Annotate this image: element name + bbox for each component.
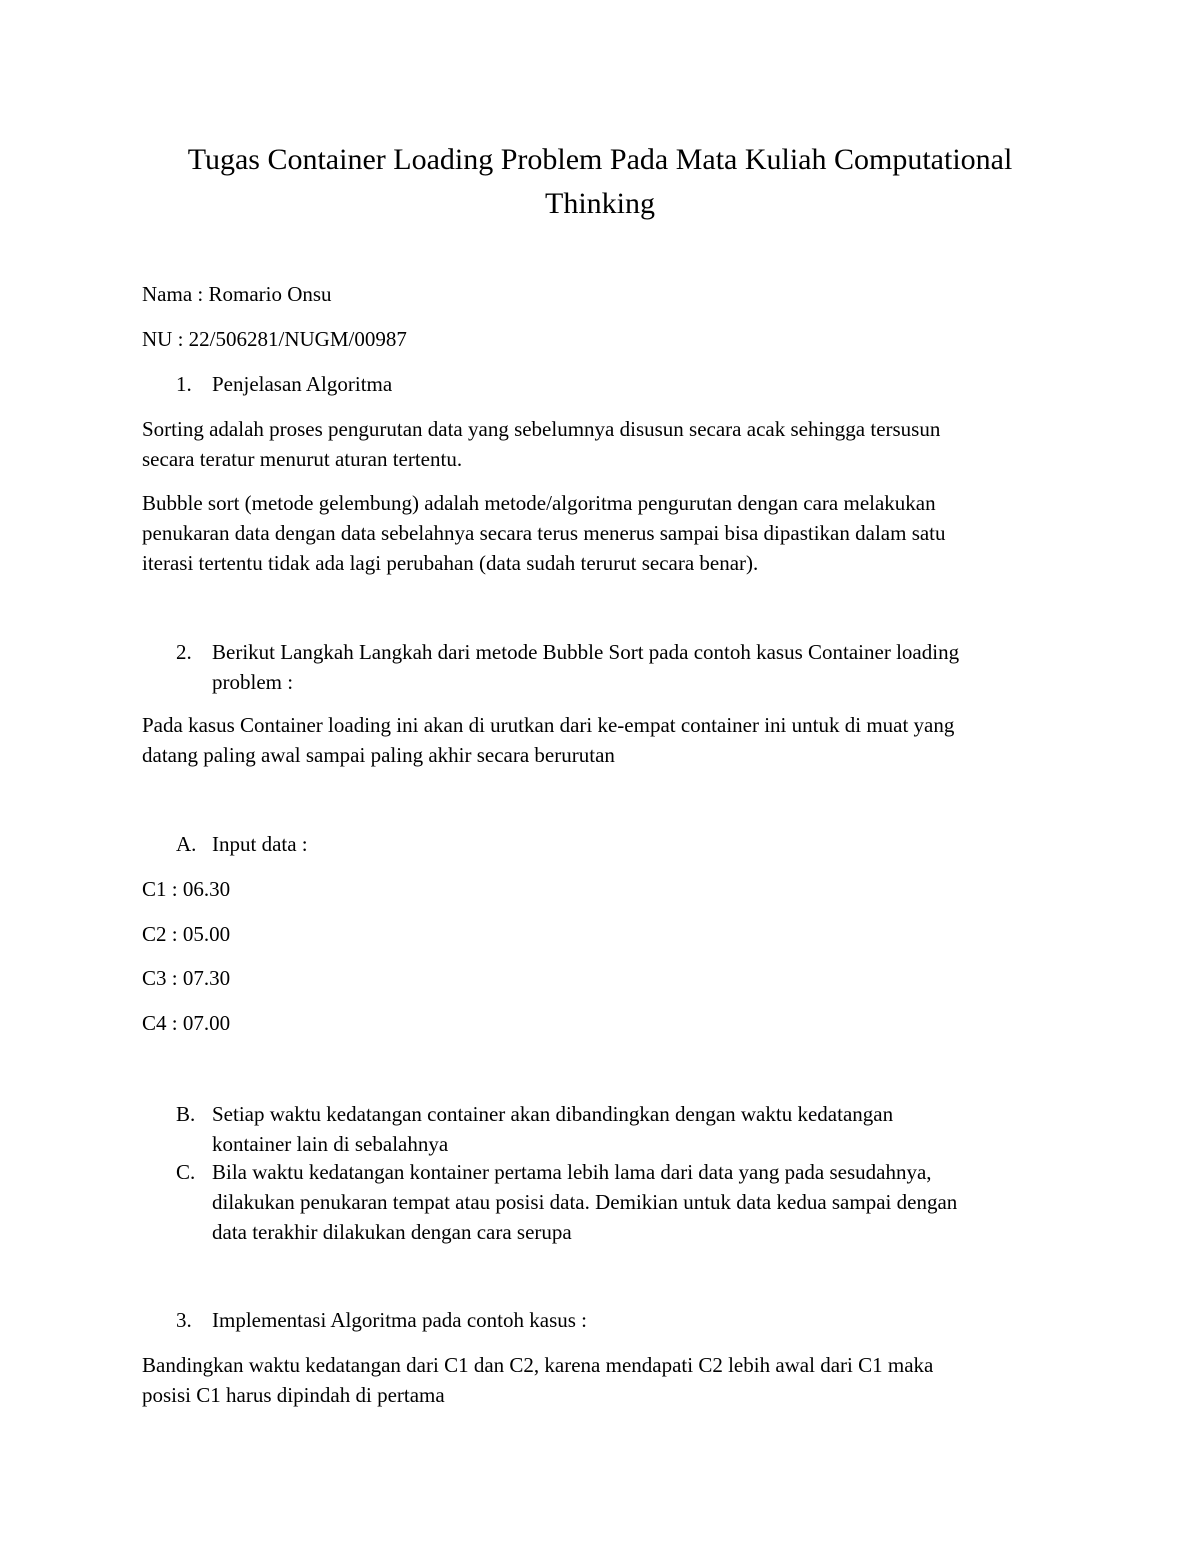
implementation-paragraph — [142, 1350, 933, 1410]
heading-line: Berikut Langkah Langkah dari metode Bubble Sort pada contoh kasus Container loading — [212, 640, 960, 664]
paragraph-line: Bandingkan waktu kedatangan dari C1 dan C2, karena mendapati C2 lebih awal dari C1 maka — [142, 1353, 934, 1377]
bubble-sort-definition-paragraph — [142, 488, 946, 578]
section-3-heading: Implementasi Algoritma pada contoh kasus : — [212, 1308, 588, 1332]
step-b-text — [212, 1099, 893, 1159]
section-2-marker: 2. — [176, 640, 192, 664]
section-1-heading: Penjelasan Algoritma — [212, 372, 393, 396]
section-3-marker: 3. — [176, 1308, 192, 1332]
paragraph-line: iterasi tertentu tidak ada lagi perubahan (data sudah terurut secara benar). — [142, 551, 759, 575]
student-name: Nama : Romario Onsu — [142, 282, 332, 306]
heading-line: problem : — [212, 670, 294, 694]
input-item-c3: C3 : 07.30 — [142, 966, 231, 990]
section-1-marker: 1. — [176, 372, 192, 396]
sorting-definition-paragraph — [142, 414, 940, 474]
list-line: Setiap waktu kedatangan container akan dibandingkan dengan waktu kedatangan — [212, 1102, 894, 1126]
step-c-text — [212, 1157, 957, 1247]
paragraph-line: posisi C1 harus dipindah di pertama — [142, 1383, 445, 1407]
paragraph-line: penukaran data dengan data sebelahnya secara terus menerus sampai bisa dipastikan dalam satu — [142, 521, 946, 545]
step-c-marker: C. — [176, 1160, 196, 1184]
step-a-marker: A. — [176, 832, 197, 856]
paragraph-line: secara teratur menurut aturan tertentu. — [142, 447, 463, 471]
list-line: kontainer lain di sebalahnya — [212, 1132, 449, 1156]
paragraph-line: datang paling awal sampai paling akhir secara berurutan — [142, 743, 615, 767]
container-loading-paragraph — [142, 710, 954, 770]
input-item-c2: C2 : 05.00 — [142, 922, 231, 946]
paragraph-line: Sorting adalah proses pengurutan data yang sebelumnya disusun secara acak sehingga tersusun — [142, 417, 941, 441]
input-item-c1: C1 : 06.30 — [142, 877, 231, 901]
list-line: data terakhir dilakukan dengan cara serupa — [212, 1220, 572, 1244]
title-line-2: Thinking — [545, 187, 655, 220]
paragraph-line: Pada kasus Container loading ini akan di urutkan dari ke-empat container ini untuk di muat yang — [142, 713, 955, 737]
section-2-heading — [212, 637, 959, 697]
document-title — [120, 138, 1080, 226]
list-line: dilakukan penukaran tempat atau posisi data. Demikian untuk data kedua sampai dengan — [212, 1190, 958, 1214]
title-line-1: Tugas Container Loading Problem Pada Mata Kuliah Computational — [187, 143, 1013, 176]
step-b-marker: B. — [176, 1102, 196, 1126]
student-number: NU : 22/506281/NUGM/00987 — [142, 327, 407, 351]
list-line: Bila waktu kedatangan kontainer pertama lebih lama dari data yang pada sesudahnya, — [212, 1160, 932, 1184]
input-item-c4: C4 : 07.00 — [142, 1011, 231, 1035]
paragraph-line: Bubble sort (metode gelembung) adalah metode/algoritma pengurutan dengan cara melakukan — [142, 491, 936, 515]
step-a-label: Input data : — [212, 832, 308, 856]
